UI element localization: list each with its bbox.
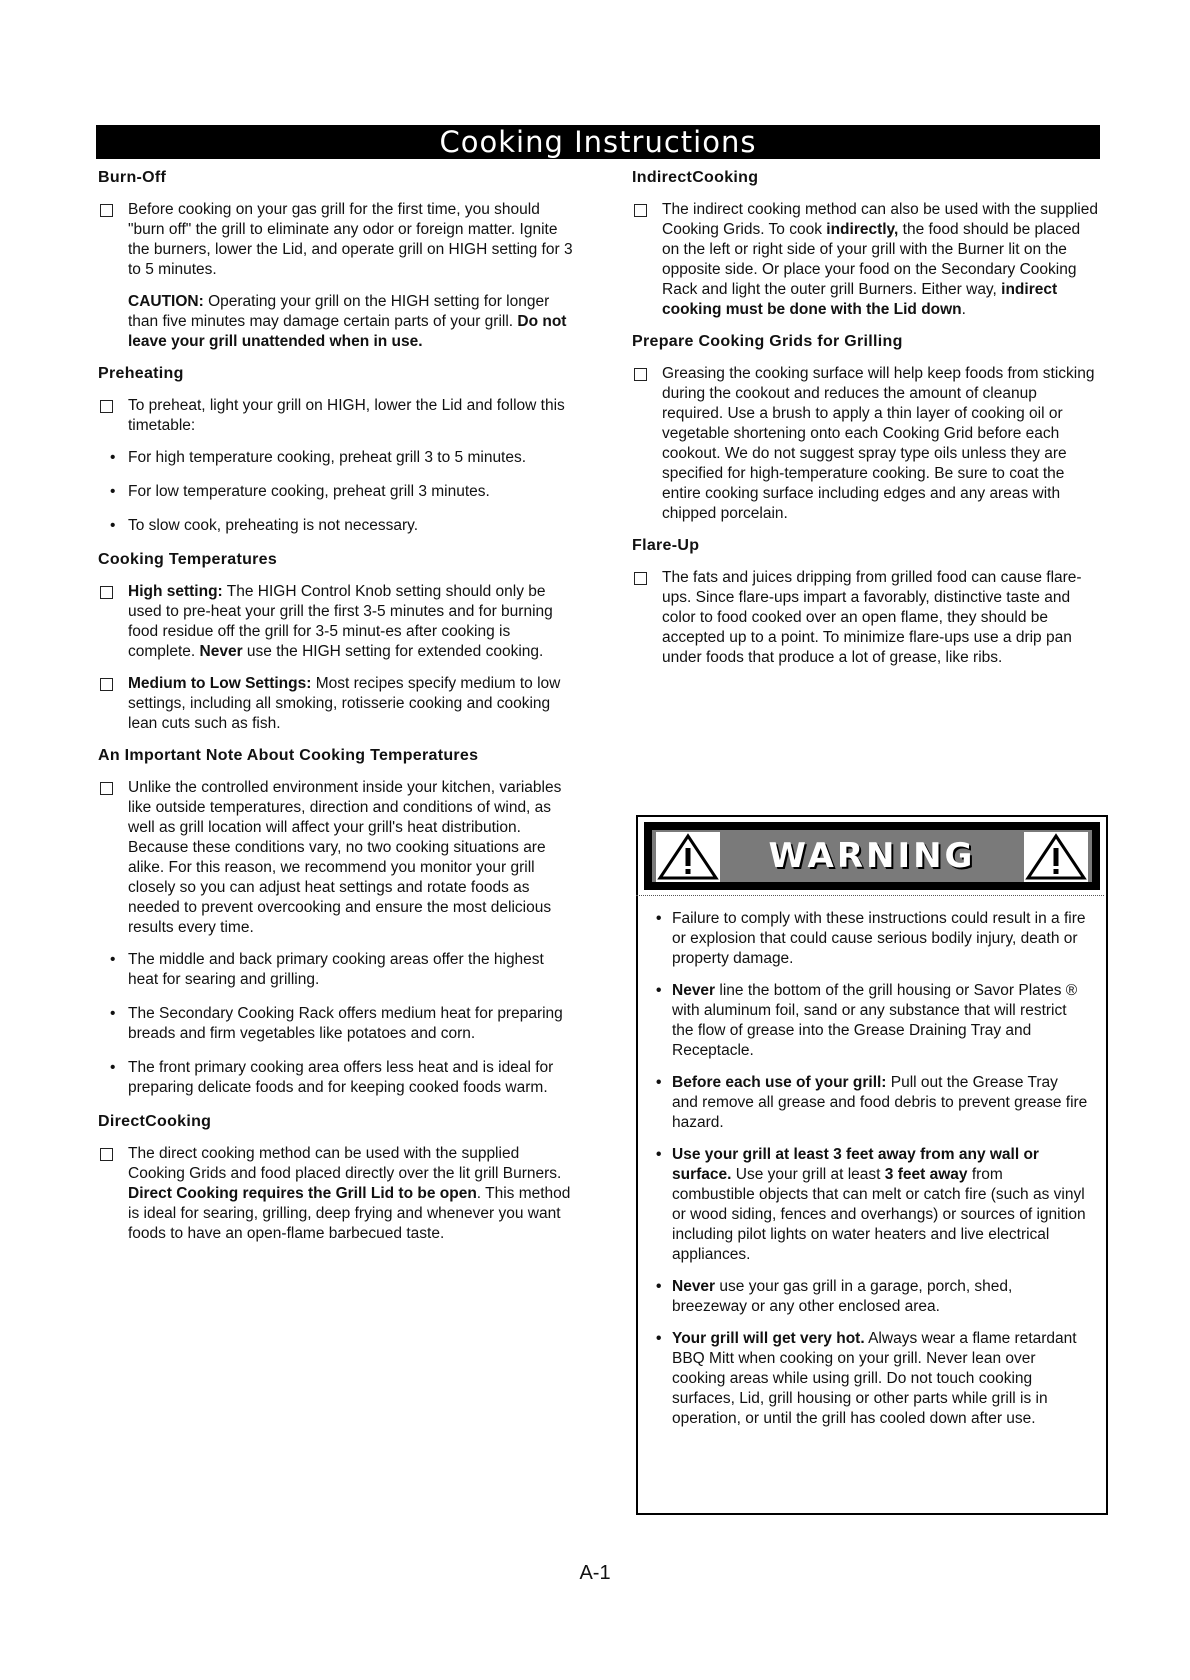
warning-item xyxy=(656,1329,1088,1429)
bullet-item xyxy=(98,482,576,502)
note-bullet-1: The middle and back primary cooking areas offer the highest heat for searing and grilling. xyxy=(128,951,544,988)
medium-low-label: Medium to Low Settings: xyxy=(128,675,312,692)
list-item xyxy=(98,778,576,938)
direct-bold: Direct Cooking requires the Grill Lid to be open xyxy=(128,1185,477,1202)
bullet-icon: • xyxy=(110,1005,116,1022)
checkbox-icon xyxy=(100,1148,113,1161)
heading-direct-cooking: DirectCooking xyxy=(98,1113,212,1130)
burnoff-text: Before cooking on your gas grill for the first time, you should "burn off" the grill to eliminate any odor or foreign matter. Ignite the burners, lower the Lid, and operate grill on HIGH setting for 3 to 5 minutes. xyxy=(128,201,573,278)
indirect-bold-1: indirectly, xyxy=(826,221,899,238)
warning-bold-2: Never xyxy=(672,982,716,999)
flare-text: The fats and juices dripping from grilled food can cause flare-ups. Since flare-ups impart a favorably, distinctive taste and color to food cooked over an open flame, they should be accepted up to a point. To minimize flare-ups use a drip pan under foods that produce a lot of grease, like ribs. xyxy=(662,569,1082,666)
checkbox-icon xyxy=(100,400,113,413)
page-title: Cooking Instructions xyxy=(96,125,1100,159)
bullet-icon: • xyxy=(110,951,116,968)
bullet-icon: • xyxy=(110,449,116,466)
warning-text-2: line the bottom of the grill housing or Savor Plates ® with aluminum foil, sand or any substance that will restrict the flow of grease into the Grease Draining Tray and Receptacle. xyxy=(672,982,1078,1059)
warning-header xyxy=(644,822,1100,890)
note-bullet-3: The front primary cooking area offers less heat and is ideal for preparing delicate foods and for keeping cooked foods warm. xyxy=(128,1059,554,1096)
right-column xyxy=(632,168,1100,680)
checkbox-icon xyxy=(100,586,113,599)
high-setting-label: High setting: xyxy=(128,583,223,600)
warning-header-inner xyxy=(652,830,1092,882)
caution-label: CAUTION: xyxy=(128,293,204,310)
bullet-icon: • xyxy=(656,1278,662,1295)
warning-bold-6: Your grill will get very hot. xyxy=(672,1330,865,1347)
list-item xyxy=(98,200,576,280)
preheat-text: To preheat, light your grill on HIGH, lower the Lid and follow this timetable: xyxy=(128,397,565,434)
heading-indirect-cooking: IndirectCooking xyxy=(632,169,759,186)
list-item xyxy=(98,582,576,662)
indirect-text-3: . xyxy=(961,301,966,318)
bullet-icon: • xyxy=(656,910,662,927)
checkbox-icon xyxy=(100,782,113,795)
caution-bold: Do not leave your grill unattended when in use. xyxy=(128,313,567,350)
warning-item xyxy=(656,909,1088,969)
warning-divider xyxy=(636,895,1104,896)
warning-bold-4a: Use your grill at least 3 feet away from any wall or surface. xyxy=(672,1146,1039,1183)
high-setting-text-2: use the HIGH setting for extended cooking. xyxy=(242,643,544,660)
warning-text-3: Pull out the Grease Tray and remove all grease and food debris to prevent grease fire hazard. xyxy=(672,1074,1088,1131)
bullet-icon: • xyxy=(110,517,116,534)
checkbox-icon xyxy=(100,678,113,691)
heading-flare-up: Flare-Up xyxy=(632,537,700,554)
caution-text: Operating your grill on the HIGH setting for longer than five minutes may damage certain parts of your grill. xyxy=(128,293,550,330)
heading-cooking-temperatures: Cooking Temperatures xyxy=(98,551,278,568)
checkbox-icon xyxy=(634,204,647,217)
warning-bold-5: Never xyxy=(672,1278,716,1295)
warning-text-4b: from combustible objects that can melt or catch fire (such as vinyl or wood siding, fences and overhangs) or sources of ignition including pilot lights on water heaters and live electrical appliances. xyxy=(672,1166,1086,1263)
bullet-icon: • xyxy=(110,483,116,500)
left-column xyxy=(98,168,576,1256)
warning-text-6: Always wear a flame retardant BBQ Mitt when cooking on your grill. Never lean over cooking areas while using grill. Do not touch cooking surfaces, Lid, grill housing or other parts while grill is in operation, or until the grill has cooled down after use. xyxy=(672,1330,1077,1427)
high-setting-text: The HIGH Control Knob setting should only be used to pre-heat your grill the first 3-5 minutes and for burning food residue off the grill for 3-5 minut-es after cooking is complete. xyxy=(128,583,553,660)
direct-text-2: . This method is ideal for searing, grilling, deep frying and whenever you want foods to have an open-flame barbecued taste. xyxy=(128,1185,571,1242)
indirect-text-2: the food should be placed on the left or right side of your grill with the Burner lit on the opposite side. Or place your food on the Secondary Cooking Rack and light the outer grill Burners. Either way, xyxy=(662,221,1081,298)
list-item xyxy=(98,396,576,436)
bullet-item xyxy=(98,448,576,468)
bullet-icon: • xyxy=(656,1146,662,1163)
bullet-item xyxy=(98,950,576,990)
bullet-item xyxy=(98,1058,576,1098)
warning-item xyxy=(656,981,1088,1061)
bullet-icon: • xyxy=(656,1074,662,1091)
preheat-bullet-1: For high temperature cooking, preheat grill 3 to 5 minutes. xyxy=(128,449,527,466)
caution-paragraph xyxy=(98,292,576,352)
warning-item xyxy=(656,1277,1088,1317)
bullet-icon: • xyxy=(110,1059,116,1076)
warning-bold-4b: 3 feet away xyxy=(884,1166,968,1183)
list-item xyxy=(632,364,1100,524)
heading-prepare-grids: Prepare Cooking Grids for Grilling xyxy=(632,333,903,350)
indirect-bold-2: indirect cooking must be done with the Lid down xyxy=(662,281,1058,318)
bullet-icon: • xyxy=(656,982,662,999)
preheat-bullet-3: To slow cook, preheating is not necessary. xyxy=(128,517,419,534)
direct-text: The direct cooking method can be used with the supplied Cooking Grids and food placed directly over the lit grill Burners. xyxy=(128,1145,562,1182)
heading-preheating: Preheating xyxy=(98,365,184,382)
warning-item xyxy=(656,1145,1088,1265)
warning-text-4a: Use your grill at least xyxy=(731,1166,885,1183)
checkbox-icon xyxy=(634,368,647,381)
preheat-bullet-2: For low temperature cooking, preheat grill 3 minutes. xyxy=(128,483,490,500)
heading-important-note: An Important Note About Cooking Temperatures xyxy=(98,747,479,764)
medium-low-text: Most recipes specify medium to low settings, including all smoking, rotisserie cooking and cooking lean cuts such as fish. xyxy=(128,675,561,732)
checkbox-icon xyxy=(634,572,647,585)
page-number: A-1 xyxy=(579,1562,611,1584)
bullet-item xyxy=(98,516,576,536)
list-item xyxy=(632,200,1100,320)
list-item xyxy=(632,568,1100,668)
warning-title: WARNING xyxy=(768,836,976,876)
warning-bold-3: Before each use of your grill: xyxy=(672,1074,887,1091)
warning-text-5: use your gas grill in a garage, porch, shed, breezeway or any other enclosed area. xyxy=(672,1278,1013,1315)
warning-body xyxy=(656,909,1088,1441)
never-bold: Never xyxy=(199,643,243,660)
bullet-icon: • xyxy=(656,1330,662,1347)
warning-text-1: Failure to comply with these instructions could result in a fire or explosion that could cause serious bodily injury, death or property damage. xyxy=(672,910,1086,967)
note-text: Unlike the controlled environment inside your kitchen, variables like outside temperatures, direction and conditions of wind, as well as grill location will affect your grill's heat distribution. Because these conditions vary, no two cooking situations are alike. For this reason, we recommend you monitor your grill closely so you can adjust heat settings and rotate foods as needed to prevent overcooking and ensure the most delicious results every time. xyxy=(128,779,562,936)
note-bullet-2: The Secondary Cooking Rack offers medium heat for preparing breads and firm vegetables like potatoes and corn. xyxy=(128,1005,563,1042)
list-item xyxy=(98,1144,576,1244)
list-item xyxy=(98,674,576,734)
indirect-text: The indirect cooking method can also be used with the supplied Cooking Grids. To cook xyxy=(662,201,1098,238)
bullet-item xyxy=(98,1004,576,1044)
warning-item xyxy=(656,1073,1088,1133)
prepare-text: Greasing the cooking surface will help keep foods from sticking during the cookout and reduces the amount of cleanup required. Use a brush to apply a thin layer of cooking oil or vegetable shortening onto each Cooking Grid before each cookout. We do not suggest spray type oils unless they are specified for high-temperature cooking. Be sure to coat the entire cooking surface including edges and any areas with chipped porcelain. xyxy=(662,365,1095,522)
checkbox-icon xyxy=(100,204,113,217)
heading-burn-off: Burn-Off xyxy=(98,169,167,186)
warning-triangle-icon xyxy=(1024,832,1088,882)
warning-box xyxy=(636,815,1108,1515)
